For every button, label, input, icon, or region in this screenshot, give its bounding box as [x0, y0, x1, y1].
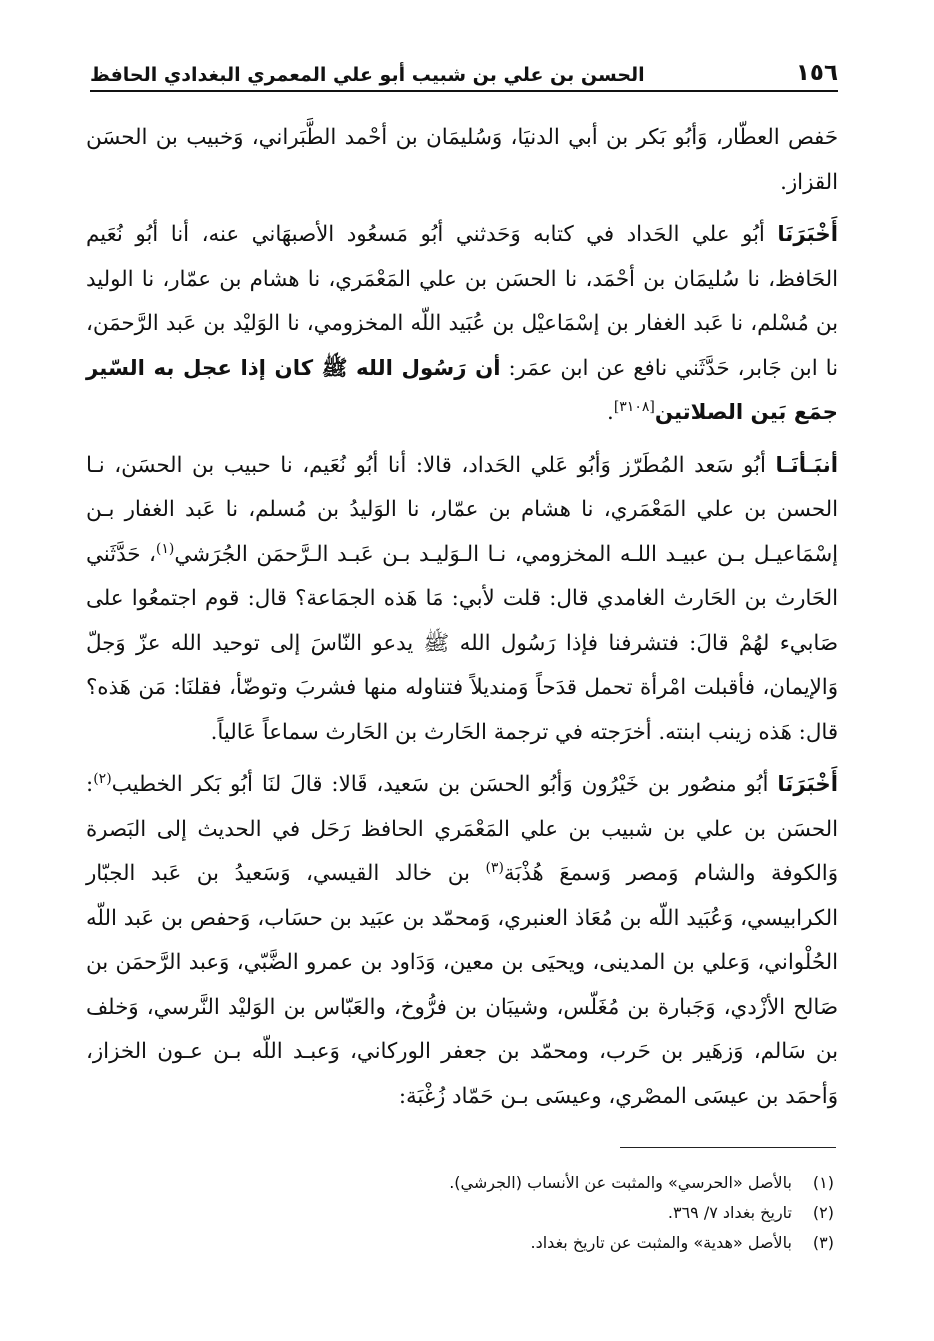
paragraph-text: حَفص العطّار، وَأبُو بَكر بن أبي الدنيَا، وَسُليمَان بن أحْمد الطَّبَراني، وَخبيب بن الحسَن القزاز.: [86, 125, 838, 195]
paragraph-text: أبُو منصُور بن خَيْرُون وَأبُو الحسَن بن سَعيد، قَالا: قالَ لنَا أبُو بَكر الخطيب: [111, 772, 778, 797]
paragraph-text-continued: بن خالد القيسي، وَسَعيدُ بن عَبد الجبّار الكرابيسي، وَعُبَيد اللّه بن مُعَاذ العنبري، وَمحمّد بن عبَيد بن حسَاب، وَحفص بن عَبد اللّه الحُلْواني، وَعلي بن المدينى، ويحيَى بن معين، وَدَاود بن عمرو الضَّبّي، وَعبد الرَّحمَن بن صَالح الأزْدي، وَجَبارة بن مُغَلّس، وشيبَان بن فرُّوخ، والعَبّاس بن الوَليْد النَّرسي، وَخلف بن سَالم، وَزهَير بن حَرب، ومحمّد بن جعفر الوركاني، وَعبـد اللّه بـن عـون الخزاز، وَأحمَد بن عيسَى المصْري، وعيسَى بـن حَمّاد زُغْبَة:: [86, 861, 838, 1109]
paragraph-2: [86, 213, 838, 436]
footnote-text: بالأصل «هدية» والمثبت عن تاريخ بغداد.: [530, 1233, 792, 1252]
footnote-number: (١): [812, 1173, 834, 1192]
footnote-marker: (١): [155, 540, 175, 557]
paragraph-1: [86, 116, 838, 205]
paragraph-lead-word: أنبَـأنَـا: [775, 452, 838, 478]
paragraph-text: أبُو علي الحَداد في كتابه وَحَدثني أبُو مَسعُود الأصبهَاني عنه، أنا أبُو نُعَيم الحَافظ، نا سُليمَان بن أحْمَد، نا الحسَن بن علي المَعْمَري، نا هشام بن عمّار، نا الوليد بن مُسْلم، نا عَبد الغفار بن إسْمَاعيْل بن عُبَيد اللّه المخزومي، نا الوَليْد بن عَبد الرَّحمَن، نا ابن جَابر، حَدَّثَني نافع عن ابن عمَر:: [86, 222, 839, 381]
footnote-text: تاريخ بغداد ٧/ ٣٦٩.: [667, 1203, 792, 1222]
paragraph-text-continued: : الحسَن بن علي بن شبيب بن علي المَعْمَري الحافظ رَحَل في الحديث إلى البَصرة وَالكوفة والشام وَمصر وَسمعَ هُذْبَة: [86, 772, 839, 886]
paragraph-lead-word: أَخْبَرَنَا: [777, 772, 838, 797]
paragraph-4: [86, 763, 838, 1119]
paragraph-text: أبُو سَعد المُطَرّز وَأبُو عَلي الحَداد، قالا: أنا أبُو نُعَيم، نا حبيب بن الحسَن، نـا الحسن بن علي المَعْمَري، نا هشام بن عمّار، نا الوَليدُ بن مُسلم، نا عَبد الغفار بـن إسْمَاعيـل بـن عبيـد اللـه المخزومي، نـا الـوَليـد بـن عَبـد الـرَّحمَن الجُرَشي: [86, 452, 839, 567]
footnote-marker: (٢): [93, 770, 112, 787]
paragraph-text-continued: ، حَدَّثَني الحَارث بن الحَارث الغامدي قال: قلت لأبي: مَا هَذه الجمَاعة؟ قال: قوم اجتمعُوا على صَابيء لهُمْ قالَ: فتشرفنا فإذا رَسُول الله ﷺ يدعو النّاسَ إلى توحيد الله عزّ وَجلّ وَالإيمان، فأقبلت امْرأة تحمل قدَحاً وَمنديلاً فتناوله منها فشربَ وتوضّأ، فقلنَا: مَن هَذه؟ قال: هَذه زينب ابنته. أخرَجته في ترجمة الحَارث بن الحَارث سماعاً عَالياً.: [86, 541, 838, 745]
footnote-divider: [620, 1147, 836, 1148]
paragraph-lead-word: أَخْبَرَنَا: [777, 222, 838, 247]
page-number: ١٥٦: [795, 60, 838, 86]
footnote-item: [94, 1168, 834, 1198]
paragraph-end: .: [607, 400, 614, 425]
hadith-text: أن رَسُول الله ﷺ كان إذا عجل به السّير جمَع بَين الصلاتين: [86, 355, 838, 425]
footnote-number: (٣): [812, 1233, 834, 1252]
footnote-item: [94, 1228, 834, 1258]
running-title: الحسن بن علي بن شبيب أبو علي المعمري البغدادي الحافظ: [90, 64, 645, 86]
main-text: [86, 116, 838, 1127]
footnote-number: (٢): [812, 1203, 834, 1222]
footnote-marker: (٣): [485, 859, 504, 876]
page-header: [90, 56, 838, 92]
hadith-reference-number: [٣١٠٨]: [613, 398, 655, 415]
footnote-item: [94, 1198, 834, 1228]
paragraph-3: [86, 444, 838, 756]
footnote-text: بالأصل «الحرسي» والمثبت عن الأنساب (الجرشي).: [449, 1173, 792, 1192]
footnotes: [94, 1168, 834, 1258]
